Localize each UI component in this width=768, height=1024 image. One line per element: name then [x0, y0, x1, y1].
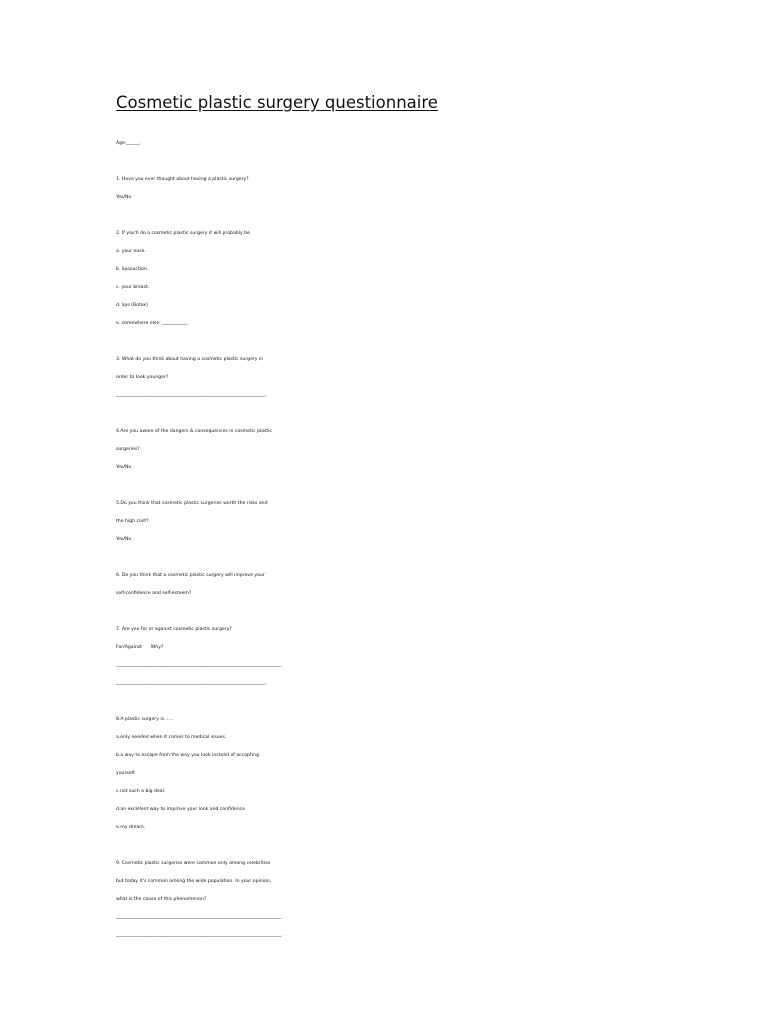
- question-8-option: d.an excellent way to improve your look and confidence.: [116, 807, 247, 812]
- question-5-answer: Yes/No: [116, 537, 132, 542]
- answer-blank-line: ________________________________________________________________________: [116, 915, 282, 920]
- question-6-text: 6. Do you think that a cosmetic plastic surgery will improve your: [116, 573, 265, 578]
- question-3: [116, 351, 716, 405]
- question-3-text: order to look younger?: [116, 375, 169, 380]
- question-6-text: self-confidence and self-esteem?: [116, 591, 192, 596]
- question-6: [116, 567, 716, 603]
- question-2-option: d. lips (Botox): [116, 303, 148, 308]
- document-title: Cosmetic plastic surgery questionnaire: [116, 93, 438, 112]
- question-1: [116, 171, 716, 207]
- question-2-option: c. your breast.: [116, 285, 150, 290]
- answer-blank-line: _________________________________________________________________.: [116, 393, 267, 398]
- answer-blank-line: ________________________________________________________________________: [116, 663, 282, 668]
- question-8-text: 8.A plastic surgery is……: [116, 717, 174, 722]
- question-2-text: 2. If you'll do a cosmetic plastic surgery it will probably be: [116, 231, 250, 236]
- question-4-text: 4.Are you aware of the dangers & consequences in cosmetic plastic: [116, 429, 273, 434]
- question-4: [116, 423, 716, 477]
- question-2-option: e. somewhere else: ___________.: [116, 321, 189, 326]
- question-4-text: surgeries?: [116, 447, 140, 452]
- question-7: [116, 621, 716, 693]
- questionnaire-page: [116, 92, 716, 945]
- question-8-option: c.not such a big deal.: [116, 789, 166, 794]
- question-9-text: 9. Cosmetic plastic surgeries were common only among celebrities: [116, 861, 271, 866]
- question-9: [116, 855, 716, 945]
- question-8-option: yourself.: [116, 771, 136, 776]
- question-9-text: but today it's common among the wide population. In your opinion,: [116, 879, 272, 884]
- question-1-answer: Yes/No: [116, 195, 132, 200]
- age-field: Age:______.: [116, 141, 142, 146]
- question-5-text: 5.Do you think that cosmetic plastic surgeries worth the risks and: [116, 501, 268, 506]
- question-7-answer: For/Against Why?: [116, 645, 164, 650]
- question-2-option: b. liposuction.: [116, 267, 149, 272]
- answer-blank-line: _________________________________________________________________.: [116, 681, 267, 686]
- question-8-option: e.my dream.: [116, 825, 146, 830]
- question-1-text: 1. Have you ever thought about having a plastic surgery?: [116, 177, 249, 182]
- question-8-option: b.a way to escape from the way you look instead of accepting: [116, 753, 259, 758]
- question-2: [116, 225, 716, 333]
- question-8: [116, 711, 716, 837]
- question-7-text: 7. Are you for or against cosmetic plastic surgery?: [116, 627, 232, 632]
- question-4-answer: Yes/No: [116, 465, 132, 470]
- question-8-option: a.only needed when it comes to medical issues.: [116, 735, 227, 740]
- question-5-text: the high cost?: [116, 519, 149, 524]
- question-3-text: 3. What do you think about having a cosmetic plastic surgery in: [116, 357, 264, 362]
- question-2-option: a. your nose.: [116, 249, 146, 254]
- answer-blank-line: ________________________________________________________________________.: [116, 933, 283, 938]
- question-9-text: what is the cause of this phenomenon?: [116, 897, 207, 902]
- question-5: [116, 495, 716, 549]
